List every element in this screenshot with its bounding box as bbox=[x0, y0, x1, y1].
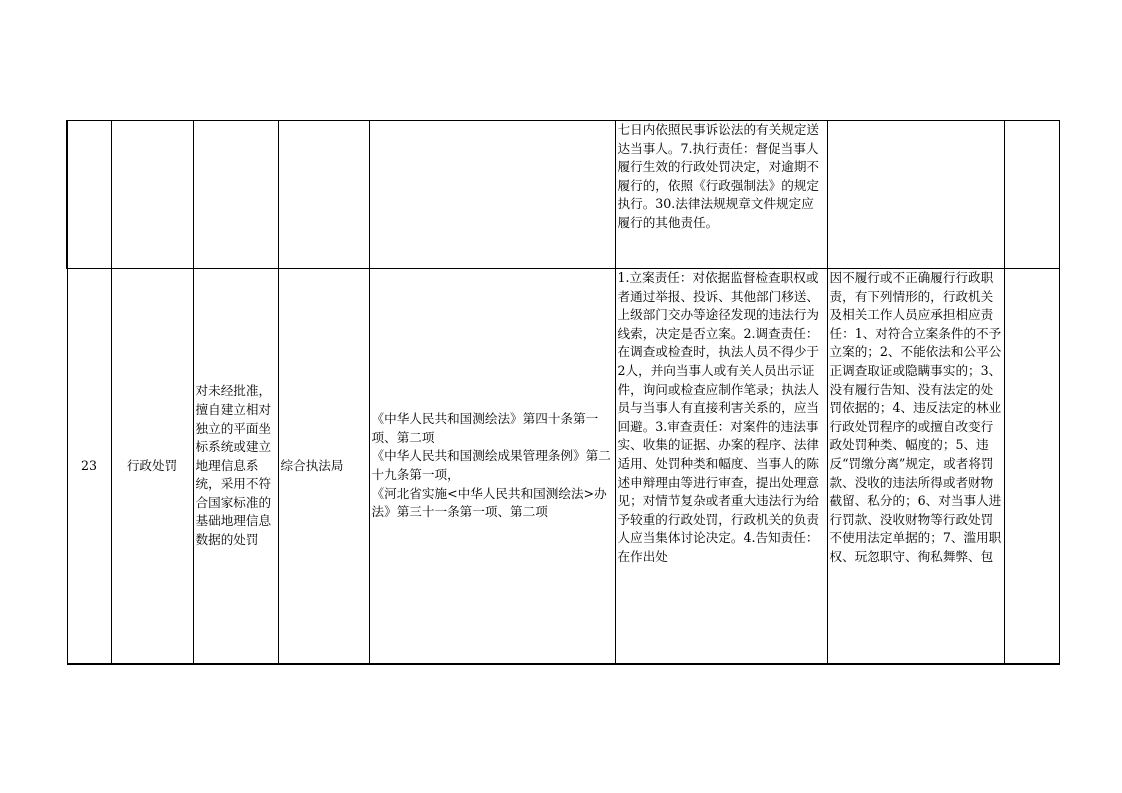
cell-basis bbox=[369, 269, 615, 665]
item-type: 行政处罚 bbox=[126, 457, 178, 473]
cell-responsibility bbox=[615, 269, 827, 665]
item-number: 23 bbox=[80, 457, 98, 473]
cell-accountability bbox=[827, 269, 1004, 665]
cell-name bbox=[193, 121, 278, 269]
cell-number bbox=[67, 121, 111, 269]
table-row bbox=[67, 121, 1059, 269]
cell-remarks bbox=[1004, 269, 1059, 665]
cell-basis bbox=[369, 121, 615, 269]
cell-type bbox=[111, 121, 193, 269]
cell-accountability bbox=[827, 121, 1004, 269]
item-basis: 《中华人民共和国测绘法》第四十条第一项、第二项 《中华人民共和国测绘成果管理条例》第二十九条第一项， 《河北省实施<中华人民共和国测绘法>办法》第三十一条第一项、第二项 bbox=[371, 411, 611, 520]
cell-number bbox=[67, 269, 111, 665]
cell-department bbox=[278, 121, 369, 269]
item-responsibility: 1.立案责任：对依据监督检查职权或者通过举报、投诉、其他部门移送、上级部门交办等途径发现的违法行为线索，决定是否立案。2.调查责任：在调查或检查时，执法人员不得少于2人，并向当事人或有关人员出示证件，询问或检查应制作笔录；执法人员与当事人有直接利害关系的，应当回避。3.审查责任：对案件的违法事实、收集的证据、办案的程序、法律适用、处罚种类和幅度、当事人的陈述申辩理由等进行审查，提出处理意见；对情节复杂或者重大违法行为给予较重的行政处罚，行政机关的负责人应当集体讨论决定。4.告知责任：在作出处 bbox=[617, 270, 819, 564]
responsibility-text: 七日内依照民事诉讼法的有关规定送达当事人。7.执行责任：督促当事人履行生效的行政处罚决定，对逾期不履行的，依照《行政强制法》的规定执行。30.法律法规规章文件规定应履行的其他责任。 bbox=[617, 122, 819, 230]
responsibility-table bbox=[66, 120, 1060, 665]
cell-name bbox=[193, 269, 278, 665]
item-name: 对未经批准，擅自建立相对独立的平面坐标系统或建立地理信息系统，采用不符合国家标准的基础地理信息数据的处罚 bbox=[195, 383, 272, 548]
cell-responsibility bbox=[615, 121, 827, 269]
item-accountability: 因不履行或不正确履行行政职责，有下列情形的，行政机关及相关工作人员应承担相应责任：1、对符合立案条件的不予立案的；2、不能依法和公平公正调查取证或隐瞒事实的；3、没有履行告知、没有法定的处罚依据的；4、违反法定的林业行政处罚程序的或擅自改变行政处罚种类、幅度的；5、违反“罚缴分离”规定，或者将罚款、没收的违法所得或者财物截留、私分的；6、对当事人进行罚款、没收财物等行政处罚不使用法定单据的；7、滥用职权、玩忽职守、徇私舞弊、包 bbox=[829, 270, 1002, 564]
cell-type bbox=[111, 269, 193, 665]
cell-department bbox=[278, 269, 369, 665]
item-department: 综合执法局 bbox=[280, 457, 344, 473]
table-row bbox=[67, 269, 1059, 665]
cell-remarks bbox=[1004, 121, 1059, 269]
